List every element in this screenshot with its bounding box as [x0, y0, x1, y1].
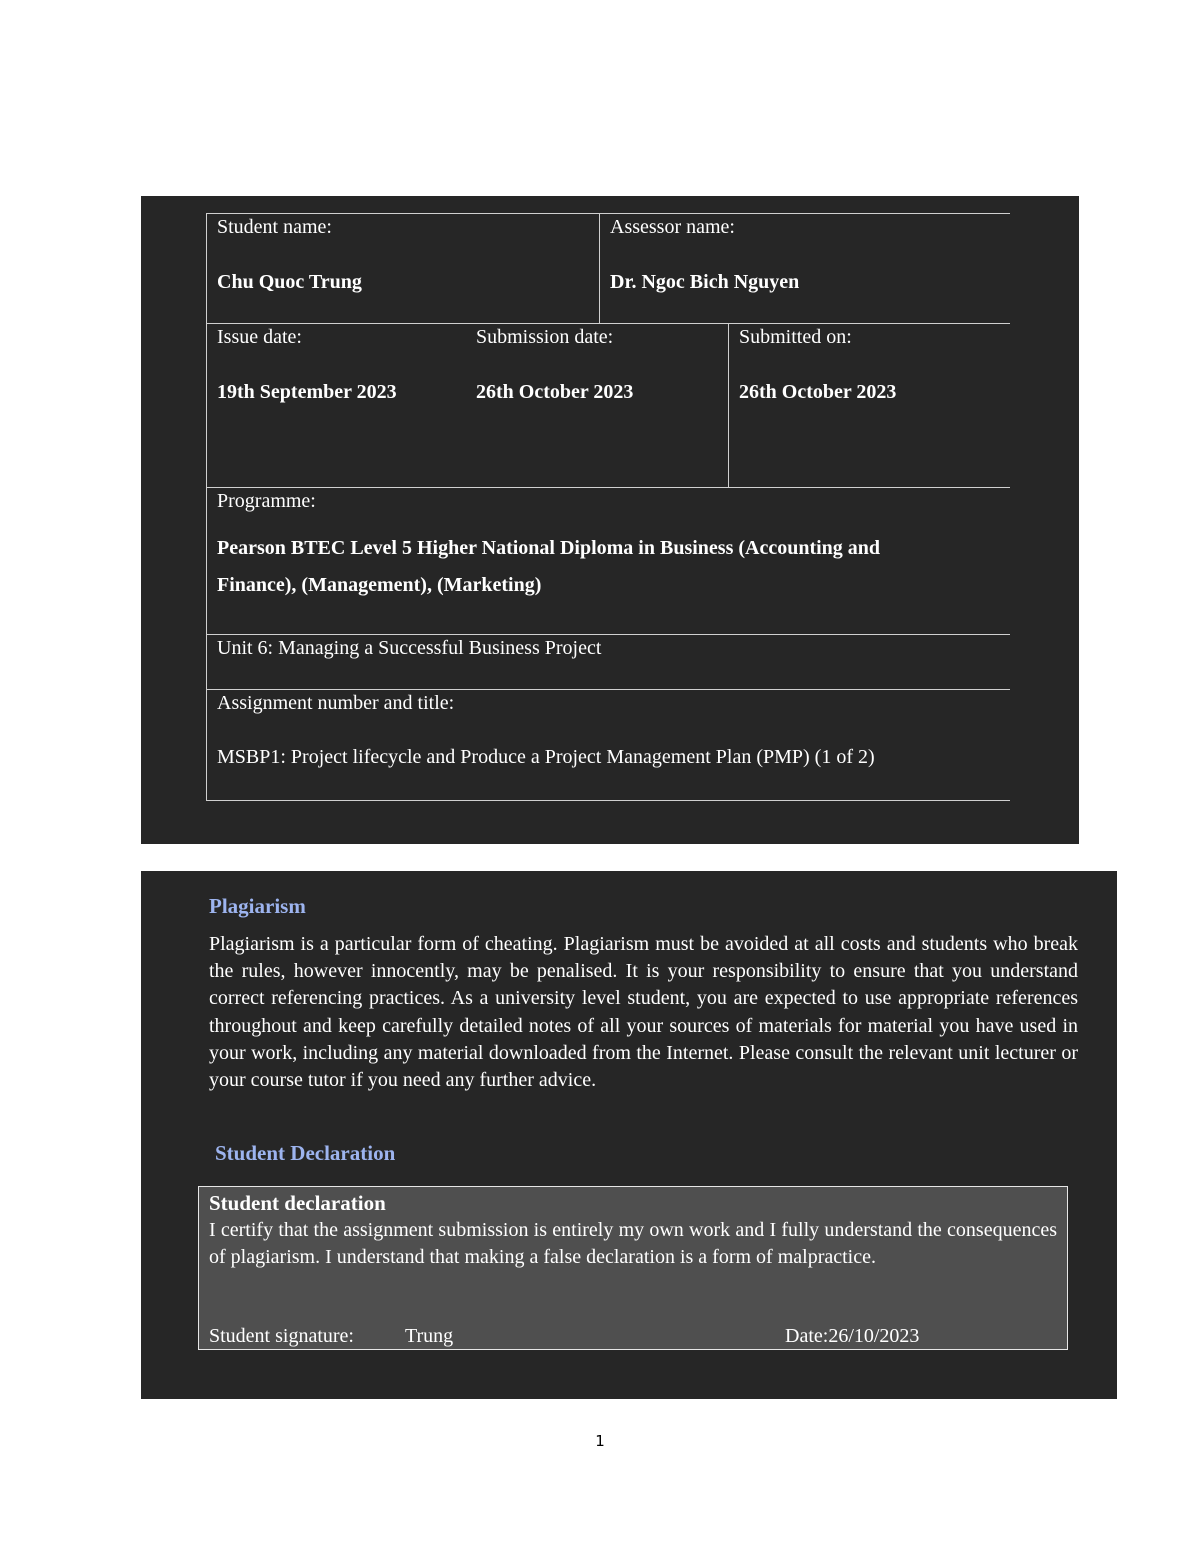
- student-name-cell: [207, 214, 599, 323]
- cover-table: [206, 213, 1010, 801]
- assessor-name-label: Assessor name:: [610, 216, 735, 238]
- signature-value: Trung: [405, 1325, 454, 1347]
- submission-date-value: 26th October 2023: [476, 381, 634, 403]
- declaration-box-title: Student declaration: [209, 1191, 386, 1215]
- programme-line-1: Pearson BTEC Level 5 Higher National Diploma in Business (Accounting and: [217, 537, 881, 559]
- submission-date-label: Submission date:: [476, 326, 614, 348]
- submitted-on-value: 26th October 2023: [739, 381, 897, 403]
- student-declaration-heading: Student Declaration: [215, 1141, 396, 1165]
- row-unit: [206, 635, 1010, 690]
- issue-date-cell: [207, 324, 467, 487]
- programme-value: [217, 530, 1000, 604]
- row-assignment: [206, 690, 1010, 801]
- page-number: 1: [595, 1432, 605, 1450]
- programme-label: Programme:: [217, 490, 316, 512]
- programme-cell: [207, 488, 1010, 634]
- assignment-label: Assignment number and title:: [217, 692, 455, 714]
- signature-label: Student signature:: [209, 1325, 354, 1347]
- submitted-on-label: Submitted on:: [739, 326, 852, 348]
- plagiarism-paragraph: Plagiarism is a particular form of cheating. Plagiarism must be avoided at all costs and students who break the rules, however innocently, may be penalised. It is your responsibility to ensure that you understand correct referencing practices. As a university level student, you are expected to use appropriate references throughout and keep carefully detailed notes of all your sources of materials for material you have used in your work, including any material downloaded from the Internet. Please consult the relevant unit lecturer or your course tutor if you need any further advice.: [209, 933, 1078, 1092]
- assignment-cell: [207, 690, 1010, 800]
- signature-row: [209, 1323, 1059, 1350]
- assessor-name-cell: [599, 214, 1010, 323]
- plagiarism-heading: Plagiarism: [209, 894, 306, 918]
- unit-title: Unit 6: Managing a Successful Business Project: [217, 637, 602, 659]
- submission-date-cell: [466, 324, 728, 487]
- cover-panel: [141, 196, 1079, 844]
- row-names: [206, 214, 1010, 324]
- date-value: 26/10/2023: [828, 1325, 920, 1347]
- programme-line-2: Finance), (Management), (Marketing): [217, 574, 542, 596]
- date-label: Date:: [785, 1325, 829, 1347]
- unit-cell: [207, 635, 1010, 689]
- row-dates: [206, 324, 1010, 488]
- assessor-name-value: Dr. Ngoc Bich Nguyen: [610, 271, 800, 293]
- issue-date-label: Issue date:: [217, 326, 302, 348]
- student-name-label: Student name:: [217, 216, 332, 238]
- declaration-date: [785, 1323, 919, 1350]
- row-programme: [206, 488, 1010, 635]
- declaration-panel: [141, 871, 1117, 1399]
- student-declaration-box: [198, 1186, 1068, 1350]
- issue-date-value: 19th September 2023: [217, 381, 397, 403]
- declaration-text: I certify that the assignment submission is entirely my own work and I fully understand the consequences of plagiarism. I understand that making a false declaration is a form of malpractice.: [209, 1219, 1057, 1268]
- submitted-on-cell: [728, 324, 1010, 487]
- student-name-value: Chu Quoc Trung: [217, 271, 362, 293]
- assignment-title: MSBP1: Project lifecycle and Produce a Project Management Plan (PMP) (1 of 2): [217, 746, 875, 768]
